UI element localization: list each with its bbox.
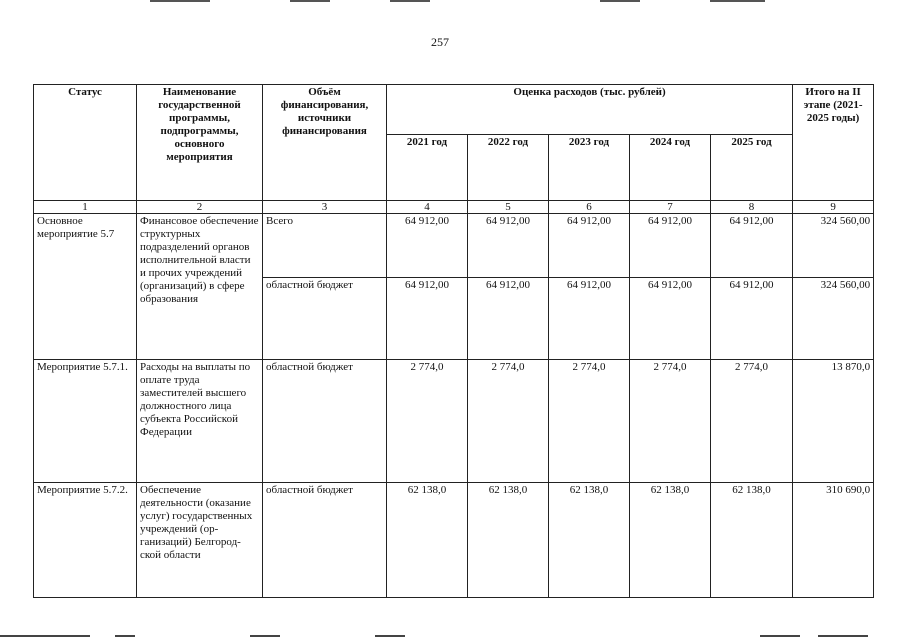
value-cell: 64 912,00 — [711, 278, 793, 360]
value-cell: 64 912,00 — [387, 214, 468, 278]
table-row — [34, 360, 874, 483]
value-cell: 64 912,00 — [468, 214, 549, 278]
header-year: 2024 год — [630, 135, 711, 201]
value-cell: 2 774,0 — [387, 360, 468, 483]
value-cell: 62 138,0 — [387, 483, 468, 598]
value-cell: 2 774,0 — [630, 360, 711, 483]
value-cell: 62 138,0 — [549, 483, 630, 598]
value-cell: 62 138,0 — [468, 483, 549, 598]
header-estimate: Оценка расходов (тыс. рублей) — [387, 85, 793, 135]
header-status: Статус — [34, 85, 137, 201]
status-cell: Мероприятие 5.7.1. — [34, 360, 137, 483]
scan-bottom-edge — [0, 634, 905, 638]
value-cell: 2 774,0 — [711, 360, 793, 483]
total-cell: 324 560,00 — [793, 278, 874, 360]
column-index: 8 — [711, 201, 793, 214]
source-cell: областной бюджет — [263, 278, 387, 360]
value-cell: 64 912,00 — [468, 278, 549, 360]
value-cell: 64 912,00 — [549, 278, 630, 360]
source-cell: Всего — [263, 214, 387, 278]
value-cell: 64 912,00 — [711, 214, 793, 278]
value-cell: 64 912,00 — [630, 278, 711, 360]
total-cell: 324 560,00 — [793, 214, 874, 278]
budget-table — [33, 84, 874, 598]
column-index: 6 — [549, 201, 630, 214]
page-number: 257 — [431, 35, 449, 49]
column-index: 4 — [387, 201, 468, 214]
column-index: 9 — [793, 201, 874, 214]
source-cell: областной бюджет — [263, 360, 387, 483]
source-cell: областной бюджет — [263, 483, 387, 598]
status-cell: Мероприятие 5.7.2. — [34, 483, 137, 598]
column-index: 7 — [630, 201, 711, 214]
column-index: 1 — [34, 201, 137, 214]
header-year: 2021 год — [387, 135, 468, 201]
total-cell: 310 690,0 — [793, 483, 874, 598]
header-year: 2022 год — [468, 135, 549, 201]
status-cell: Основное мероприятие 5.7 — [34, 214, 137, 360]
value-cell: 64 912,00 — [630, 214, 711, 278]
total-cell: 13 870,0 — [793, 360, 874, 483]
value-cell: 62 138,0 — [630, 483, 711, 598]
column-index: 3 — [263, 201, 387, 214]
header-name: Наименование государственной программы, подпрограммы, основного мероприятия — [137, 85, 263, 201]
header-total: Итого на II этапе (2021-2025 годы) — [793, 85, 874, 201]
table-row — [34, 214, 874, 278]
header-volume: Объём финансирования, источники финансирования — [263, 85, 387, 201]
header-year: 2023 год — [549, 135, 630, 201]
column-index: 2 — [137, 201, 263, 214]
name-cell: Финансовое обеспечение структурных подразделений органов исполнительной власти и прочих учреждений (организаций) в сфере образования — [137, 214, 263, 360]
name-cell: Расходы на выплаты по оплате труда заместителей высшего должностного лица субъекта Российской Федерации — [137, 360, 263, 483]
value-cell: 64 912,00 — [387, 278, 468, 360]
value-cell: 2 774,0 — [468, 360, 549, 483]
column-index-row — [34, 201, 874, 214]
value-cell: 62 138,0 — [711, 483, 793, 598]
column-index: 5 — [468, 201, 549, 214]
table-row — [34, 483, 874, 598]
scan-top-edge — [0, 0, 905, 3]
value-cell: 2 774,0 — [549, 360, 630, 483]
header-year: 2025 год — [711, 135, 793, 201]
name-cell: Обеспечение деятельности (оказание услуг) государственных учреждений (ор-ганизаций) Белгород-ской области — [137, 483, 263, 598]
value-cell: 64 912,00 — [549, 214, 630, 278]
